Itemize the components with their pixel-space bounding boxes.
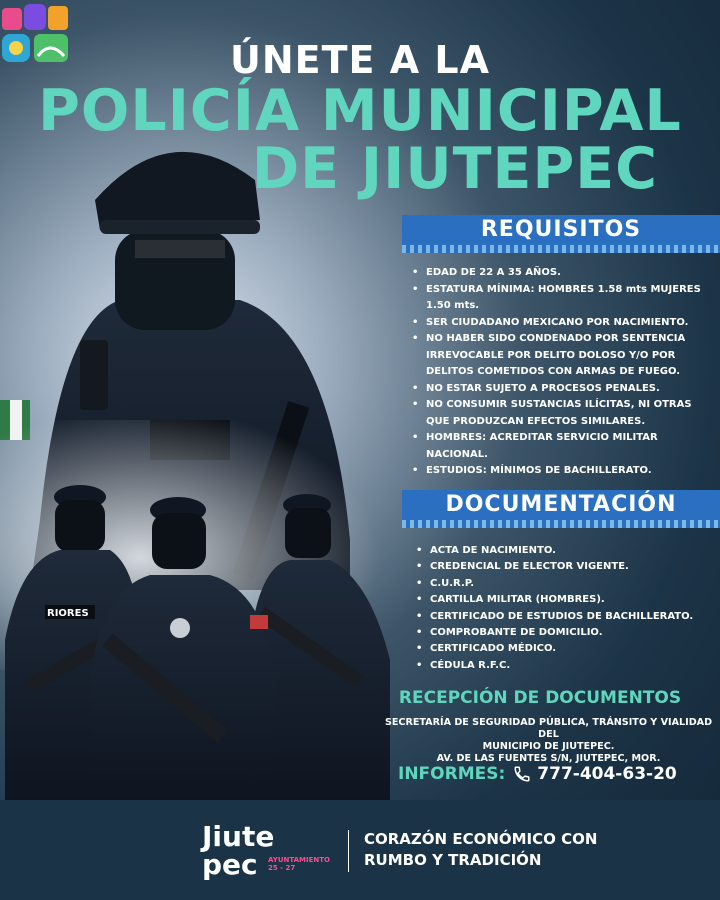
list-item: • NO HABER SIDO CONDENADO POR SENTENCIA IRREVOCABLE POR DELITO DOLOSO Y/O POR DELITOS COMETIDOS CON ARMAS DE FUEGO. <box>412 331 712 381</box>
reception-title: RECEPCIÓN DE DOCUMENTOS <box>398 688 682 708</box>
list-item: • CREDENCIAL DE ELECTOR VIGENTE. <box>416 559 716 575</box>
list-item: • HOMBRES: ACREDITAR SERVICIO MILITAR NACIONAL. <box>412 430 712 463</box>
requirements-pattern <box>402 245 720 253</box>
officer-badge-text: RIORES <box>47 608 89 619</box>
headline-join: ÚNETE A LA <box>230 38 490 82</box>
phone-text: 777-404-63-20 <box>537 764 677 784</box>
list-item: • ACTA DE NACIMIENTO. <box>416 543 716 559</box>
footer-divider <box>348 830 349 872</box>
brand-ayuntamiento: AYUNTAMIENTO <box>268 856 330 864</box>
list-item: • ESTATURA MÍNIMA: HOMBRES 1.58 mts MUJERES 1.50 mts. <box>412 282 712 315</box>
list-item: • SER CIUDADANO MEXICANO POR NACIMIENTO. <box>412 315 712 332</box>
slogan-line-2: RUMBO Y TRADICIÓN <box>364 851 542 869</box>
list-item: • C.U.R.P. <box>416 576 716 592</box>
requirements-banner: REQUISITOS <box>402 215 720 245</box>
slogan-line-1: CORAZÓN ECONÓMICO CON <box>364 830 598 848</box>
reception-address <box>377 717 720 765</box>
brand-name-top: Jiute <box>202 820 275 853</box>
phone-icon <box>513 765 531 783</box>
documentation-banner: DOCUMENTACIÓN <box>402 490 720 520</box>
requirements-list <box>412 265 712 480</box>
headline-police: POLICÍA MUNICIPAL <box>38 78 682 144</box>
headline-city: DE JIUTEPEC <box>251 136 658 202</box>
brand-name-bottom: pec <box>202 848 258 881</box>
list-item: • COMPROBANTE DE DOMICILIO. <box>416 625 716 641</box>
list-item: • ESTUDIOS: MÍNIMOS DE BACHILLERATO. <box>412 463 712 480</box>
list-item: • CARTILLA MILITAR (HOMBRES). <box>416 592 716 608</box>
documentation-list <box>416 543 716 674</box>
reception-line: AV. DE LAS FUENTES S/N, JIUTEPEC, MOR. <box>436 753 661 764</box>
reception-line: SECRETARÍA DE SEGURIDAD PÚBLICA, TRÁNSITO Y VIALIDAD DEL <box>384 717 713 740</box>
list-item: • NO CONSUMIR SUSTANCIAS ILÍCITAS, NI OTRAS QUE PRODUZCAN EFECTOS SIMILARES. <box>412 397 712 430</box>
list-item: • CERTIFICADO DE ESTUDIOS DE BACHILLERATO. <box>416 609 716 625</box>
list-item: • EDAD DE 22 A 35 AÑOS. <box>412 265 712 282</box>
phone-number[interactable] <box>513 764 676 784</box>
contact-label: INFORMES: <box>398 764 506 784</box>
footer-bar <box>0 800 720 900</box>
list-item: • NO ESTAR SUJETO A PROCESOS PENALES. <box>412 381 712 398</box>
list-item: • CERTIFICADO MÉDICO. <box>416 641 716 657</box>
reception-line: MUNICIPIO DE JIUTEPEC. <box>482 741 615 752</box>
brand-years: 25 - 27 <box>268 864 296 872</box>
contact-info <box>398 764 708 784</box>
list-item: • CÉDULA R.F.C. <box>416 658 716 674</box>
officers-illustration <box>0 120 400 800</box>
documentation-pattern <box>402 520 720 528</box>
